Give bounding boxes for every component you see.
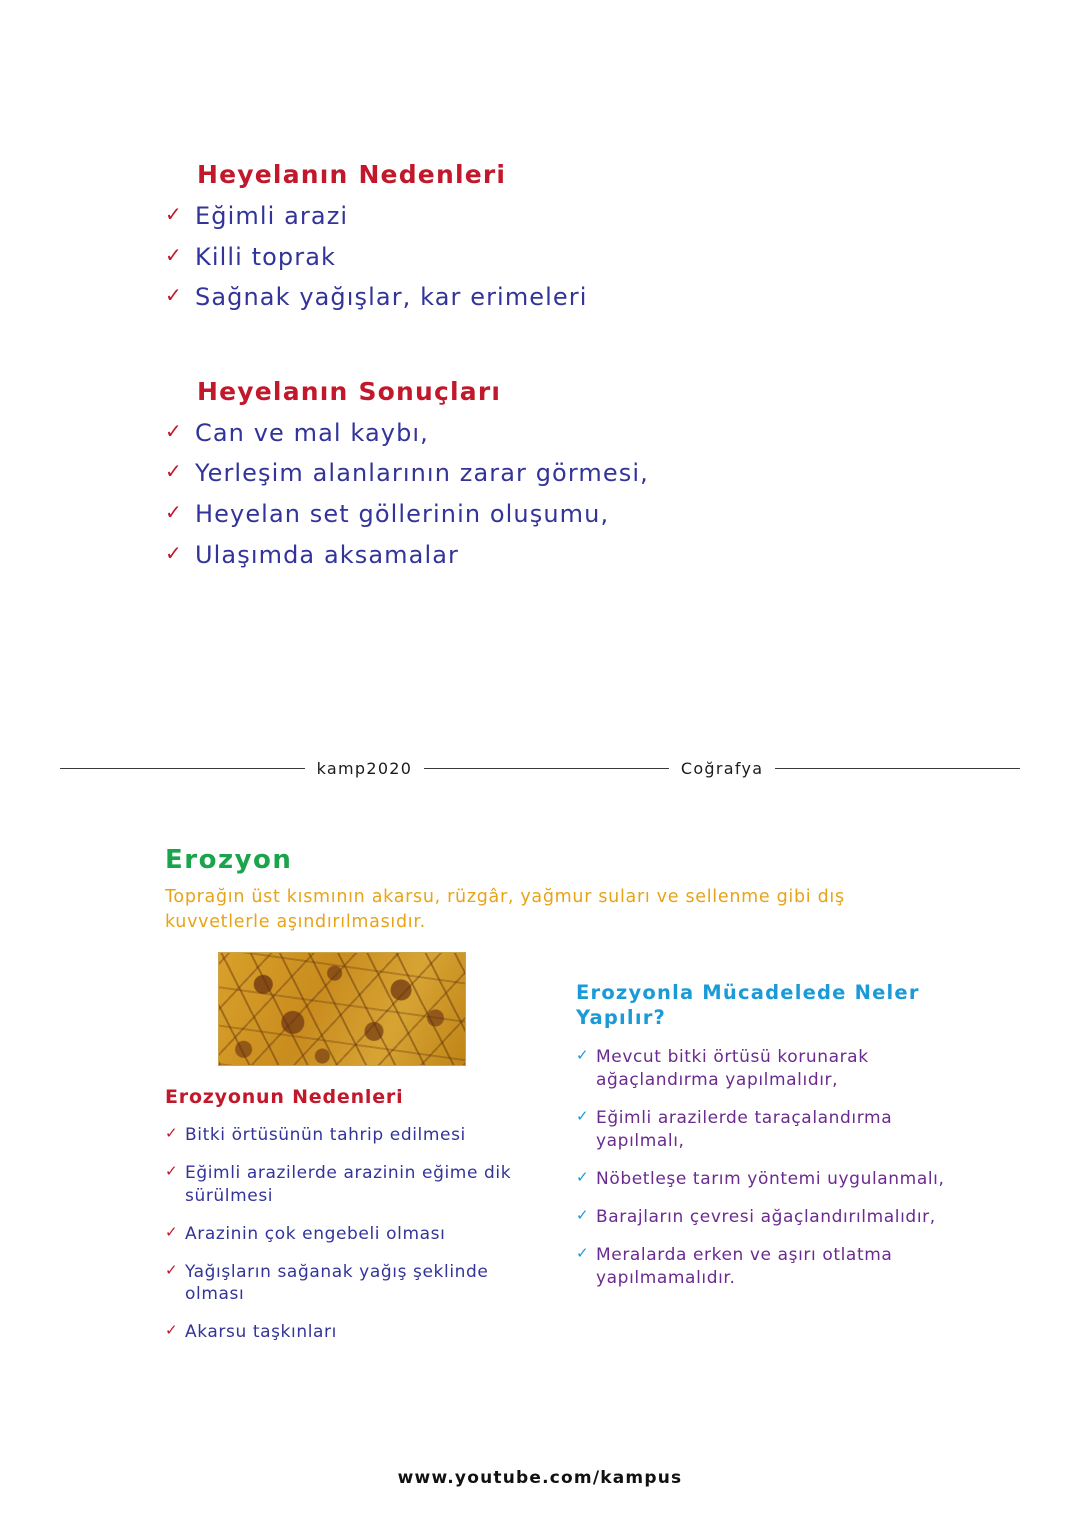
list-item	[576, 1107, 951, 1153]
list-item-label: Meralarda erken ve aşırı otlatma yapılmamalıdır.	[596, 1245, 893, 1288]
two-column-layout	[165, 952, 965, 1360]
divider-label-right: Coğrafya	[680, 758, 764, 778]
check-icon: ✓	[165, 1123, 178, 1142]
list-item-label: Bitki örtüsünün tahrip edilmesi	[185, 1124, 466, 1145]
page-divider	[60, 755, 1020, 781]
check-icon: ✓	[165, 1260, 178, 1279]
list-item	[165, 1261, 540, 1307]
check-icon: ✓	[165, 499, 182, 524]
list-item-label: Can ve mal kaybı,	[195, 418, 429, 447]
landslide-section	[165, 160, 965, 582]
erosion-causes-column	[165, 952, 540, 1360]
erosion-measures-column	[576, 952, 951, 1360]
list-item-label: Nöbetleşe tarım yöntemi uygulanmalı,	[596, 1169, 945, 1190]
check-icon: ✓	[576, 1206, 589, 1225]
list-item	[165, 284, 965, 312]
erosion-title: Erozyon	[165, 845, 293, 875]
list-item-label: Eğimli arazi	[195, 202, 349, 230]
list-item	[165, 244, 965, 272]
list-item-label: Sağnak yağışlar, kar erimeleri	[195, 283, 588, 312]
list-item-label: Mevcut bitki örtüsü korunarak ağaçlandırma yapılmalıdır,	[596, 1047, 869, 1091]
list-item-label: Eğimli arazilerde taraçalandırma yapılmalı,	[596, 1108, 893, 1152]
check-icon: ✓	[165, 459, 182, 484]
divider-line-center	[424, 768, 669, 769]
check-icon: ✓	[165, 1161, 178, 1180]
erosion-measures-title: Erozyonla Mücadelede Neler Yapılır?	[576, 980, 920, 1030]
list-item	[165, 460, 965, 488]
check-icon: ✓	[576, 1046, 589, 1065]
list-item-label: Arazinin çok engebeli olması	[185, 1223, 446, 1244]
list-item	[165, 1223, 540, 1246]
list-item	[165, 1124, 540, 1147]
list-item	[576, 1206, 951, 1229]
check-icon: ✓	[165, 242, 182, 267]
check-icon: ✓	[165, 283, 182, 308]
footer-url: www.youtube.com/kampus	[397, 1468, 683, 1488]
list-item	[165, 203, 965, 231]
check-icon: ✓	[576, 1244, 589, 1263]
check-icon: ✓	[576, 1168, 589, 1187]
check-icon: ✓	[165, 540, 182, 565]
list-item-label: Heyelan set göllerinin oluşumu,	[195, 499, 610, 528]
check-icon: ✓	[165, 202, 182, 226]
list-item	[576, 1046, 951, 1092]
list-item	[165, 420, 965, 448]
check-icon: ✓	[576, 1107, 589, 1126]
list-item	[165, 501, 965, 529]
list-item	[576, 1168, 951, 1191]
check-icon: ✓	[165, 1222, 178, 1241]
divider-label-left: kamp2020	[316, 758, 413, 778]
check-icon: ✓	[165, 418, 182, 443]
divider-line-right	[775, 768, 1020, 769]
list-item-label: Eğimli arazilerde arazinin eğime dik sürülmesi	[185, 1162, 512, 1206]
list-item	[165, 1321, 540, 1344]
list-item	[165, 1162, 540, 1208]
erosion-causes-title: Erozyonun Nedenleri	[165, 1085, 404, 1108]
list-item	[165, 542, 965, 570]
list-item-label: Killi toprak	[195, 242, 337, 271]
erosion-section	[165, 845, 965, 1359]
landslide-causes-title: Heyelanın Nedenleri	[197, 160, 507, 189]
divider-line-left	[60, 768, 305, 769]
list-item-label: Yağışların sağanak yağış şeklinde olması	[185, 1261, 489, 1305]
list-item-label: Yerleşim alanlarının zarar görmesi,	[195, 459, 649, 488]
cracked-soil-photo	[218, 952, 466, 1066]
list-item-label: Ulaşımda aksamalar	[195, 540, 460, 569]
landslide-results-title: Heyelanın Sonuçları	[197, 376, 502, 406]
erosion-definition: Toprağın üst kısmının akarsu, rüzgâr, yağmur suları ve sellenme gibi dış kuvvetlerle aşındırılmasıdır.	[165, 887, 845, 933]
check-icon: ✓	[165, 1321, 178, 1340]
list-item-label: Akarsu taşkınları	[185, 1322, 337, 1343]
list-item	[576, 1244, 951, 1290]
spacer	[165, 325, 965, 377]
list-item-label: Barajların çevresi ağaçlandırılmalıdır,	[596, 1207, 936, 1228]
